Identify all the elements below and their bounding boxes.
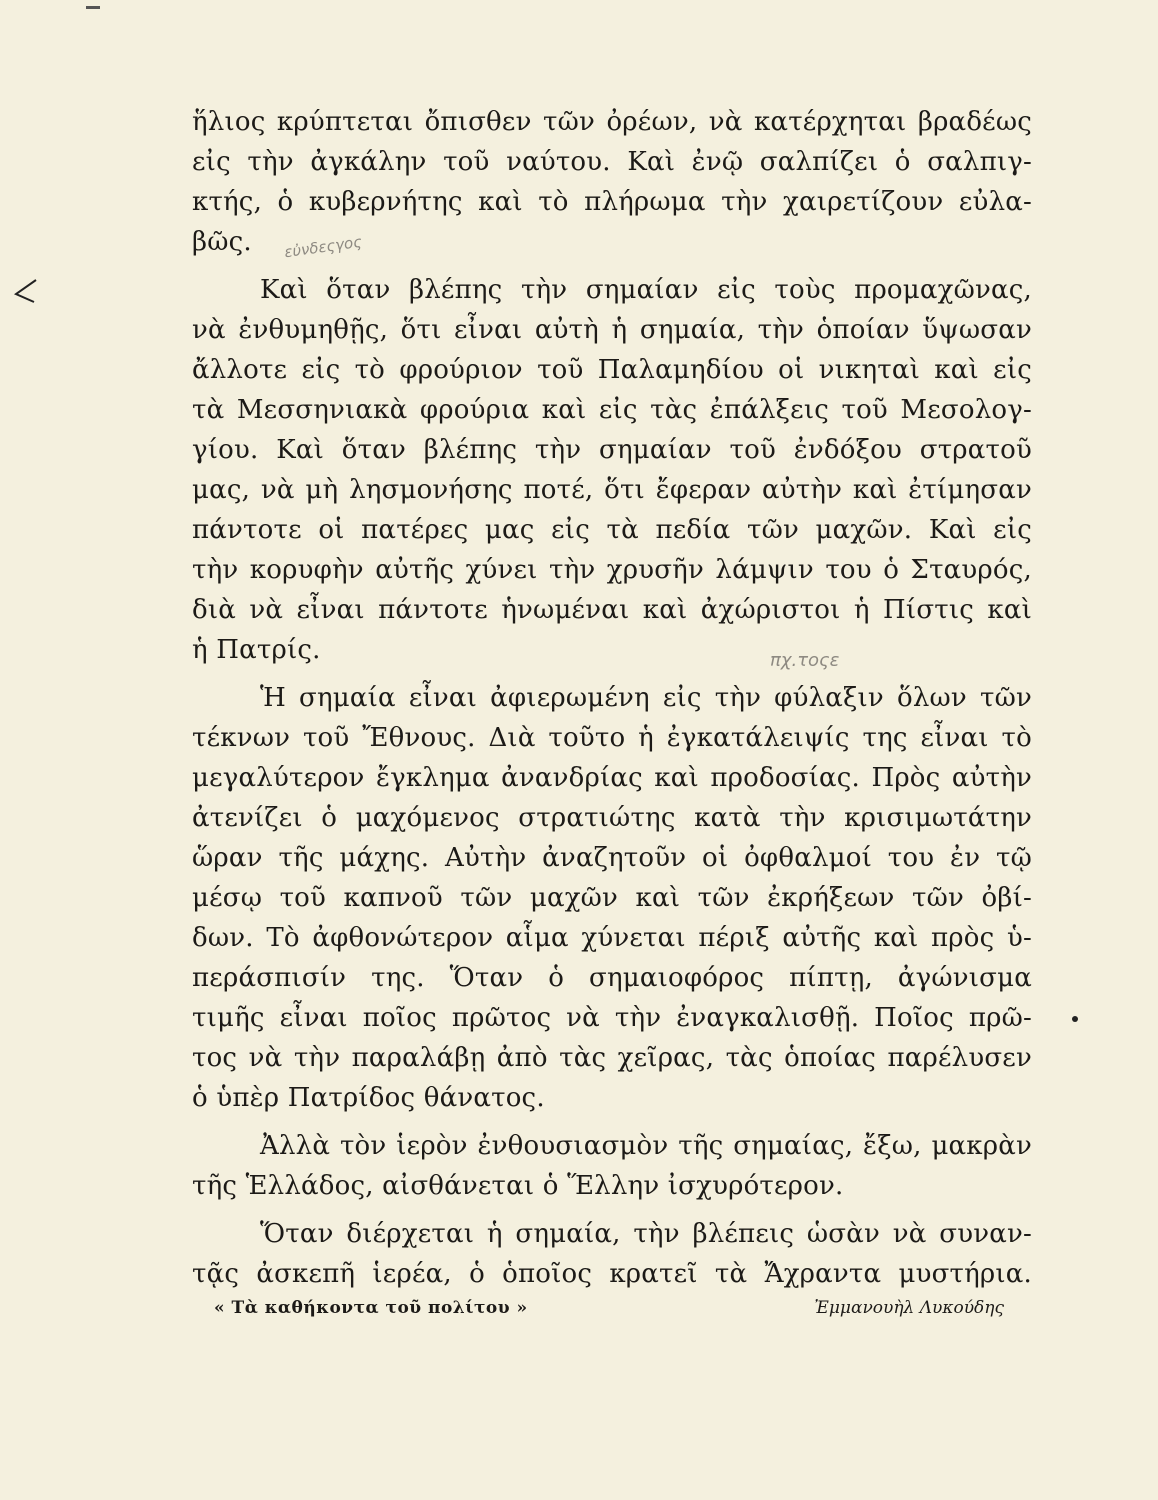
text-line: ἄλλοτε εἰς τὸ φρούριον τοῦ Παλαμηδίου οἱ νικηταὶ καὶ εἰς [192,355,1032,385]
text-line: τὰ Μεσσηνιακὰ φρούρια καὶ εἰς τὰς ἐπάλξεις τοῦ Μεσολογ- [192,395,1032,425]
text-line: ὥραν τῆς μάχης. Αὐτὴν ἀναζητοῦν οἱ ὀφθαλμοί του ἐν τῷ [192,843,1032,873]
text-line: Ἀλλὰ τὸν ἱερὸν ἐνθουσιασμὸν τῆς σημαίας, ἔξω, μακρὰν [260,1131,1032,1161]
text-line: τᾷς ἀσκεπῆ ἱερέα, ὁ ὁποῖος κρατεῖ τὰ Ἄχραντα μυστήρια. [192,1259,1032,1289]
text-line: πάντοτε οἱ πατέρες μας εἰς τὰ πεδία τῶν μαχῶν. Καὶ εἰς [192,515,1032,545]
text-line: ὁ ὑπὲρ Πατρίδος θάνατος. [192,1083,545,1113]
text-line: Ἡ σημαία εἶναι ἀφιερωμένη εἰς τὴν φύλαξιν ὅλων τῶν [260,683,1032,713]
text-line: τὴν κορυφὴν αὐτῆς χύνει τὴν χρυσῆν λάμψιν του ὁ Σταυρός, [192,555,1032,585]
paragraph-gap [192,262,1032,270]
text-line: ἡ Πατρίς. [192,635,321,665]
margin-dot [1072,1016,1078,1022]
text-line: Καὶ ὅταν βλέπης τὴν σημαίαν εἰς τοὺς προμαχῶνας, [260,275,1032,305]
text-line: Ὅταν διέρχεται ἡ σημαία, τὴν βλέπεις ὡσὰν νὰ συναν- [260,1219,1032,1249]
text-line: περάσπισίν της. Ὅταν ὁ σημαιοφόρος πίπτῃ, ἀγώνισμα [192,963,1032,993]
paragraph-gap [192,1118,1032,1126]
source-title: « Τὰ καθήκοντα τοῦ πολίτου » [214,1298,528,1318]
text-line: βῶς. [192,227,252,257]
text-line: νὰ ἐνθυμηθῇς, ὅτι εἶναι αὐτὴ ἡ σημαία, τὴν ὁποίαν ὕψωσαν [192,315,1032,345]
text-line: εἰς τὴν ἀγκάλην τοῦ ναύτου. Καὶ ἐνῷ σαλπίζει ὁ σαλπιγ- [192,147,1032,177]
text-line: τέκνων τοῦ Ἔθνους. Διὰ τοῦτο ἡ ἐγκατάλειψίς της εἶναι τὸ [192,723,1032,753]
author-name: Ἐμμανουὴλ Λυκούδης [814,1298,1004,1318]
paragraph-gap [192,1206,1032,1214]
text-line: κτής, ὁ κυβερνήτης καὶ τὸ πλήρωμα τὴν χαιρετίζουν εὐλα- [192,187,1032,217]
handwritten-note: εὐνδεςγος [283,232,363,262]
margin-correction-mark [10,276,40,306]
text-line: διὰ νὰ εἶναι πάντοτε ἡνωμέναι καὶ ἀχώριστοι ἡ Πίστις καὶ [192,595,1032,625]
handwritten-note: πχ.τοςε [770,650,840,671]
text-line: ἥλιος κρύπτεται ὄπισθεν τῶν ὀρέων, νὰ κατέρχηται βραδέως [192,107,1032,137]
text-line: μας, νὰ μὴ λησμονήσης ποτέ, ὅτι ἔφεραν αὐτὴν καὶ ἐτίμησαν [192,475,1032,505]
citation-footer [214,1298,1004,1328]
text-line: τος νὰ τὴν παραλάβῃ ἀπὸ τὰς χεῖρας, τὰς ὁποίας παρέλυσεν [192,1043,1032,1073]
text-line: γίου. Καὶ ὅταν βλέπης τὴν σημαίαν τοῦ ἐνδόξου στρατοῦ [192,435,1032,465]
text-line: δων. Τὸ ἀφθονώτερον αἷμα χύνεται πέριξ αὐτῆς καὶ πρὸς ὑ- [192,923,1032,953]
text-line: τιμῆς εἶναι ποῖος πρῶτος νὰ τὴν ἐναγκαλισθῇ. Ποῖος πρῶ- [192,1003,1032,1033]
paragraph-gap [192,670,1032,678]
text-line: τῆς Ἑλλάδος, αἰσθάνεται ὁ Ἕλλην ἰσχυρότερον. [192,1171,844,1201]
text-line: ἀτενίζει ὁ μαχόμενος στρατιώτης κατὰ τὴν κρισιμωτάτην [192,803,1032,833]
text-line: μεγαλύτερον ἔγκλημα ἀνανδρίας καὶ προδοσίας. Πρὸς αὐτὴν [192,763,1032,793]
corner-mark [86,6,100,9]
body-text [192,102,1032,1294]
text-line: μέσῳ τοῦ καπνοῦ τῶν μαχῶν καὶ τῶν ἐκρήξεων τῶν ὀβί- [192,883,1032,913]
